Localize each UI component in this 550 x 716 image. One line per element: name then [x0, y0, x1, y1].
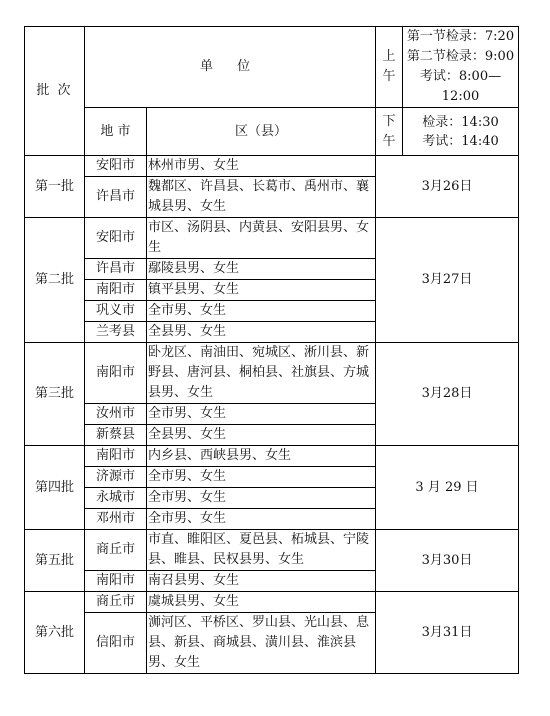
batch-date: 3月26日	[376, 156, 519, 218]
district-cell: 内乡县、西峡县男、女生	[147, 446, 376, 467]
morning-time-line-2: 第二节检录：9:00	[406, 49, 515, 64]
header-unit: 单 位	[85, 27, 376, 108]
district-cell: 南召县男、女生	[147, 571, 376, 592]
district-cell: 镇平县男、女生	[147, 280, 376, 301]
batch-name: 第六批	[25, 592, 85, 674]
district-cell: 市区、汤阴县、内黄县、安阳县男、女生	[147, 218, 376, 259]
city-cell: 信阳市	[85, 613, 147, 674]
city-cell: 济源市	[85, 467, 147, 488]
district-cell: 全市男、女生	[147, 467, 376, 488]
city-cell: 许昌市	[85, 177, 147, 218]
district-cell: 全市男、女生	[147, 404, 376, 425]
district-cell: 卧龙区、南油田、宛城区、淅川县、新野县、唐河县、桐柏县、社旗县、方城县男、女生	[147, 343, 376, 404]
district-cell: 浉河区、平桥区、罗山县、光山县、息县、新县、商城县、潢川县、淮滨县男、女生	[147, 613, 376, 674]
header-afternoon-char-2: 午	[382, 133, 396, 149]
district-cell: 全县男、女生	[147, 322, 376, 343]
district-cell: 虞城县男、女生	[147, 592, 376, 613]
afternoon-time-line-1: 检录：14:30	[422, 114, 499, 130]
city-cell: 南阳市	[85, 280, 147, 301]
batch-name: 第一批	[25, 156, 85, 218]
header-afternoon	[376, 108, 403, 156]
city-cell: 汝州市	[85, 404, 147, 425]
batch-date: 3月27日	[376, 218, 519, 343]
header-morning-char-2: 午	[382, 69, 396, 84]
header-afternoon-char-1: 下	[382, 113, 396, 129]
city-cell: 安阳市	[85, 156, 147, 177]
district-cell: 市直、睢阳区、夏邑县、柘城县、宁陵县、睢县、民权县男、女生	[147, 530, 376, 571]
district-cell: 全市男、女生	[147, 301, 376, 322]
header-district: 区（县）	[147, 108, 376, 156]
district-cell: 魏都区、许昌县、长葛市、禹州市、襄城县男、女生	[147, 177, 376, 218]
batch-date: 3月31日	[376, 592, 519, 674]
city-cell: 新蔡县	[85, 425, 147, 446]
city-cell: 南阳市	[85, 446, 147, 467]
header-afternoon-times	[403, 108, 519, 156]
batch-date: 3月30日	[376, 530, 519, 592]
batch-date: 3 月 29 日	[376, 446, 519, 530]
city-cell: 商丘市	[85, 530, 147, 571]
exam-schedule-table	[24, 26, 519, 674]
table-row	[25, 156, 519, 177]
batch-name: 第四批	[25, 446, 85, 530]
header-city: 地 市	[85, 108, 147, 156]
batch-name: 第三批	[25, 343, 85, 446]
batch-date: 3月28日	[376, 343, 519, 446]
table-row	[25, 218, 519, 259]
header-morning	[376, 27, 403, 108]
district-cell: 全县男、女生	[147, 425, 376, 446]
district-cell: 全市男、女生	[147, 488, 376, 509]
header-row-afternoon	[25, 108, 519, 156]
batch-name: 第五批	[25, 530, 85, 592]
city-cell: 永城市	[85, 488, 147, 509]
morning-time-line-1: 第一节检录：7:20	[406, 29, 515, 44]
table-row	[25, 343, 519, 404]
city-cell: 许昌市	[85, 259, 147, 280]
city-cell: 南阳市	[85, 343, 147, 404]
city-cell: 巩义市	[85, 301, 147, 322]
table-row	[25, 592, 519, 613]
morning-time-line-4: 12:00	[441, 89, 480, 104]
table-row	[25, 530, 519, 571]
city-cell: 南阳市	[85, 571, 147, 592]
morning-time-line-3: 考试：8:00—	[419, 69, 502, 84]
city-cell: 邓州市	[85, 509, 147, 530]
header-morning-char-1: 上	[382, 49, 396, 64]
batch-name: 第二批	[25, 218, 85, 343]
district-cell: 林州市男、女生	[147, 156, 376, 177]
city-cell: 兰考县	[85, 322, 147, 343]
header-morning-times	[403, 27, 519, 108]
city-cell: 安阳市	[85, 218, 147, 259]
district-cell: 鄢陵县男、女生	[147, 259, 376, 280]
header-batch: 批 次	[25, 27, 85, 156]
header-row-morning	[25, 27, 519, 108]
table-row	[25, 446, 519, 467]
city-cell: 商丘市	[85, 592, 147, 613]
afternoon-time-line-2: 考试：14:40	[422, 133, 499, 149]
district-cell: 全市男、女生	[147, 509, 376, 530]
